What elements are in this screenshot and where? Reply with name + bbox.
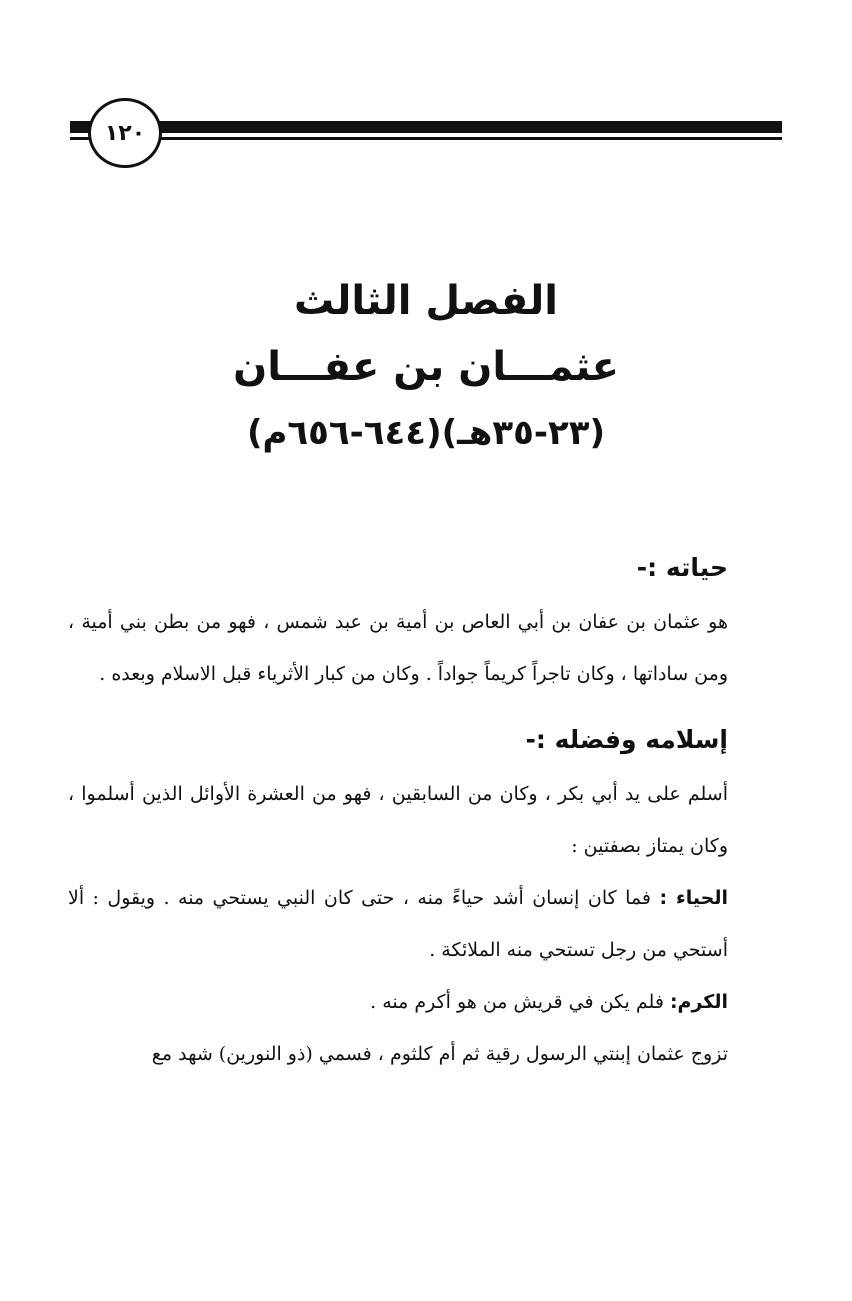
paragraph-islam: أسلم على يد أبي بكر ، وكان من السابقين ، فهو من العشرة الأوائل الذين أسلموا ، وكان يمتاز بصفتين : xyxy=(68,783,728,857)
paragraph-modesty xyxy=(68,872,728,976)
paragraph-life: هو عثمان بن عفان بن أبي العاص بن أمية بن عبد شمس ، فهو من بطن بني أمية ، ومن ساداتها ، وكان تاجراً كريماً جواداً . وكان من كبار الأثرياء قبل الاسلام وبعده . xyxy=(68,611,728,685)
paragraph-marriage: تزوج عثمان إبنتي الرسول رقية ثم أم كلثوم ، فسمي (ذو النورين) شهد مع xyxy=(151,1043,728,1065)
generosity-label: الكرم: xyxy=(669,991,728,1013)
body-text xyxy=(68,540,728,1080)
chapter-label: الفصل الثالث xyxy=(293,278,558,324)
modesty-label: الحياء : xyxy=(659,887,728,909)
chapter-titles xyxy=(0,268,852,466)
chapter-dates: (٢٣-٣٥هـ)(٦٤٤-٦٥٦م) xyxy=(246,413,606,453)
modesty-text: فما كان إنسان أشد حياءً منه ، حتى كان النبي يستحي منه . ويقول : ألا أستحي من رجل تستحي منه الملائكة . xyxy=(68,887,728,961)
paragraph-generosity xyxy=(68,976,728,1028)
header-rule-thin xyxy=(70,137,782,140)
page-number: ١٢٠ xyxy=(88,98,162,168)
section-heading-life: حياته :- xyxy=(636,553,728,582)
header-rule-thick xyxy=(70,121,782,133)
section-heading-islam: إسلامه وفضله :- xyxy=(525,725,728,754)
chapter-name: عثمـــان بن عفـــان xyxy=(233,344,619,390)
header-rule xyxy=(70,114,782,144)
generosity-text: فلم يكن في قريش من هو أكرم منه . xyxy=(370,991,664,1013)
